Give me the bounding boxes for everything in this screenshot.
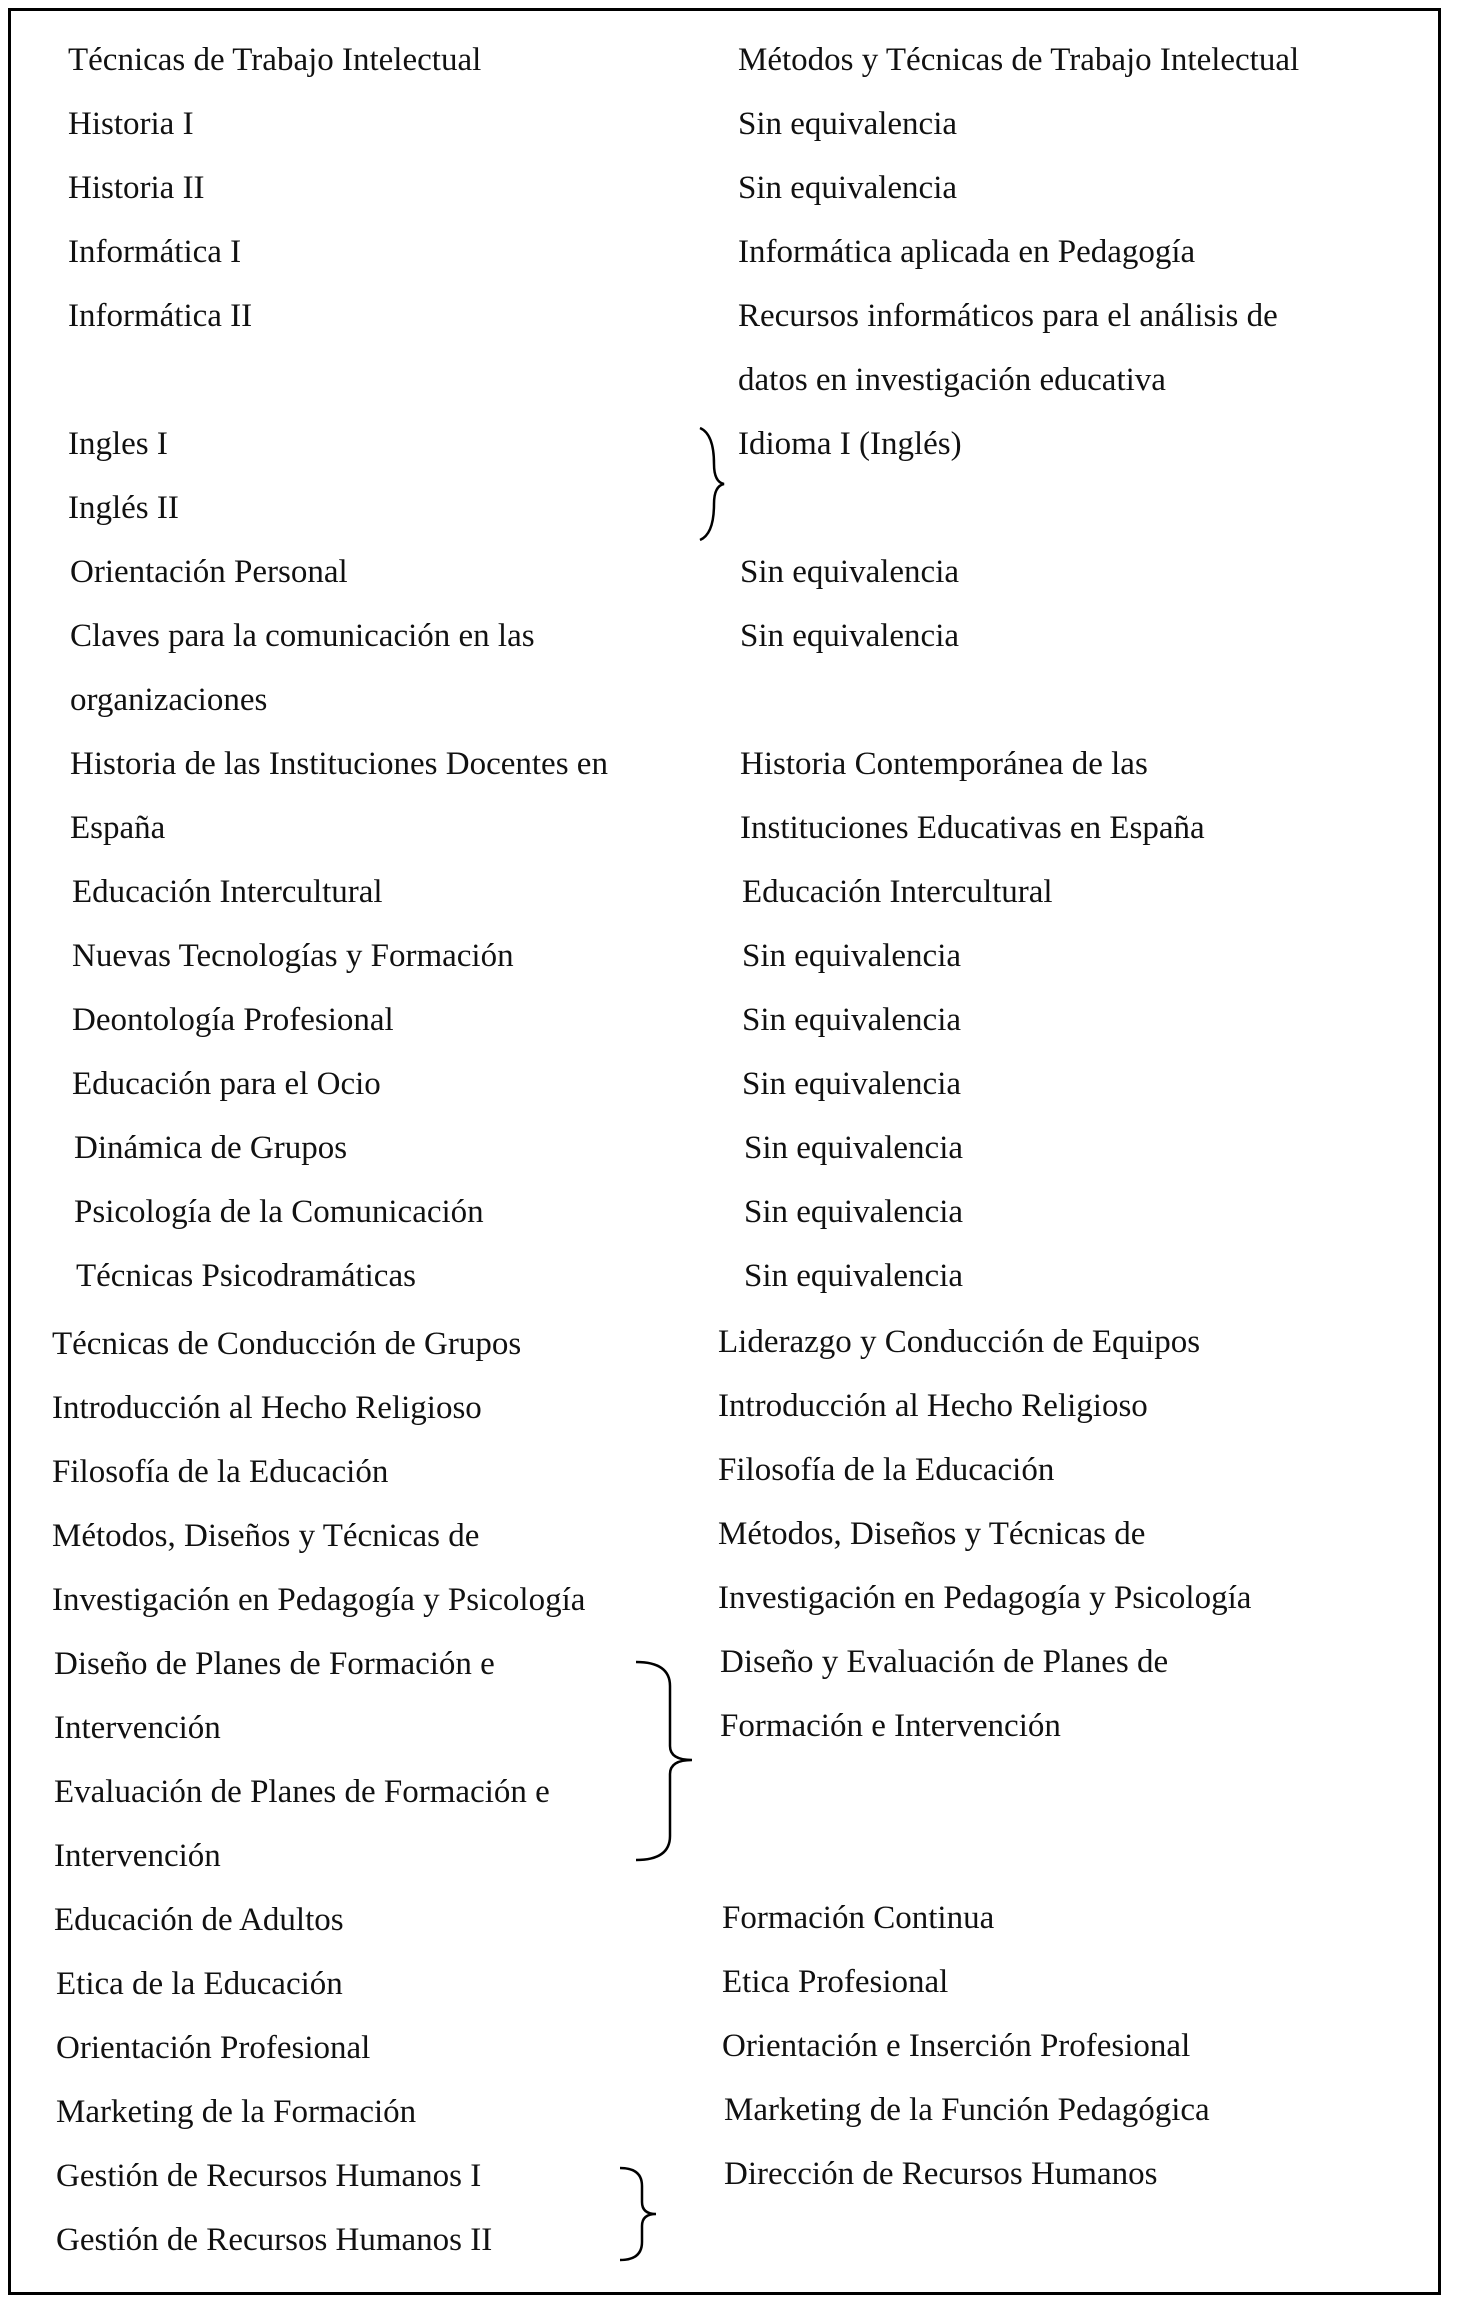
row-14-left: Educación Intercultural [72,874,383,910]
row-12-left: Historia de las Instituciones Docentes en [70,746,608,782]
row-33-left: Marketing de la Formación [56,2094,417,2130]
row-15-left: Nuevas Tecnologías y Formación [72,938,514,974]
row-1-right: Métodos y Técnicas de Trabajo Intelectual [738,42,1300,78]
row-17-right: Sin equivalencia [742,1066,962,1102]
row-22-right: Introducción al Hecho Religioso [718,1388,1148,1424]
row-30-right: Formación Continua [722,1900,995,1936]
row-23-left: Filosofía de la Educación [52,1454,389,1490]
row-10-left: Claves para la comunicación en las [70,618,535,654]
row-18-left: Dinámica de Grupos [74,1130,348,1166]
row-9-right: Sin equivalencia [740,554,960,590]
row-10-right: Sin equivalencia [740,618,960,654]
row-2-right: Sin equivalencia [738,106,958,142]
row-26-left: Diseño de Planes de Formación e [54,1646,495,1682]
row-31-right: Etica Profesional [722,1964,949,2000]
row-3-left: Historia II [68,170,205,206]
row-23-right: Filosofía de la Educación [718,1452,1055,1488]
row-6-right: datos en investigación educativa [738,362,1166,398]
row-25-left: Investigación en Pedagogía y Psicología [52,1582,586,1618]
row-12-right: Historia Contemporánea de las [740,746,1148,782]
brace-recursos-humanos [618,2164,658,2264]
row-7-right: Idioma I (Inglés) [738,426,962,462]
row-17-left: Educación para el Ocio [72,1066,381,1102]
row-2-left: Historia I [68,106,194,142]
row-5-left: Informática II [68,298,253,334]
row-14-right: Educación Intercultural [742,874,1053,910]
row-29-left: Intervención [54,1838,221,1874]
row-4-left: Informática I [68,234,242,270]
row-9-left: Orientación Personal [70,554,348,590]
row-19-left: Psicología de la Comunicación [74,1194,484,1230]
row-22-left: Introducción al Hecho Religioso [52,1390,482,1426]
row-13-right: Instituciones Educativas en España [740,810,1205,846]
row-15-right: Sin equivalencia [742,938,962,974]
row-4-right: Informática aplicada en Pedagogía [738,234,1196,270]
row-34-right: Dirección de Recursos Humanos [724,2156,1158,2192]
row-20-right: Sin equivalencia [744,1258,964,1294]
row-21-left: Técnicas de Conducción de Grupos [52,1326,522,1362]
row-26-right: Diseño y Evaluación de Planes de [720,1644,1169,1680]
row-32-left: Orientación Profesional [56,2030,371,2066]
row-7-left: Ingles I [68,426,168,462]
row-19-right: Sin equivalencia [744,1194,964,1230]
row-25-right: Investigación en Pedagogía y Psicología [718,1580,1252,1616]
row-34-left: Gestión de Recursos Humanos I [56,2158,482,2194]
row-8-left: Inglés II [68,490,179,526]
row-1-left: Técnicas de Trabajo Intelectual [68,42,482,78]
row-11-left: organizaciones [70,682,268,718]
brace-ingles [696,424,726,544]
row-27-left: Intervención [54,1710,221,1746]
row-3-right: Sin equivalencia [738,170,958,206]
row-27-right: Formación e Intervención [720,1708,1061,1744]
row-24-left: Métodos, Diseños y Técnicas de [52,1518,480,1554]
brace-planes-formacion [634,1656,694,1866]
row-5-right: Recursos informáticos para el análisis de [738,298,1278,334]
row-31-left: Etica de la Educación [56,1966,343,2002]
row-30-left: Educación de Adultos [54,1902,344,1938]
row-35-left: Gestión de Recursos Humanos II [56,2222,493,2258]
row-28-left: Evaluación de Planes de Formación e [54,1774,550,1810]
row-13-left: España [70,810,166,846]
row-24-right: Métodos, Diseños y Técnicas de [718,1516,1146,1552]
row-20-left: Técnicas Psicodramáticas [76,1258,416,1294]
row-32-right: Orientación e Inserción Profesional [722,2028,1191,2064]
row-33-right: Marketing de la Función Pedagógica [724,2092,1210,2128]
row-21-right: Liderazgo y Conducción de Equipos [718,1324,1201,1360]
row-18-right: Sin equivalencia [744,1130,964,1166]
row-16-left: Deontología Profesional [72,1002,394,1038]
row-16-right: Sin equivalencia [742,1002,962,1038]
